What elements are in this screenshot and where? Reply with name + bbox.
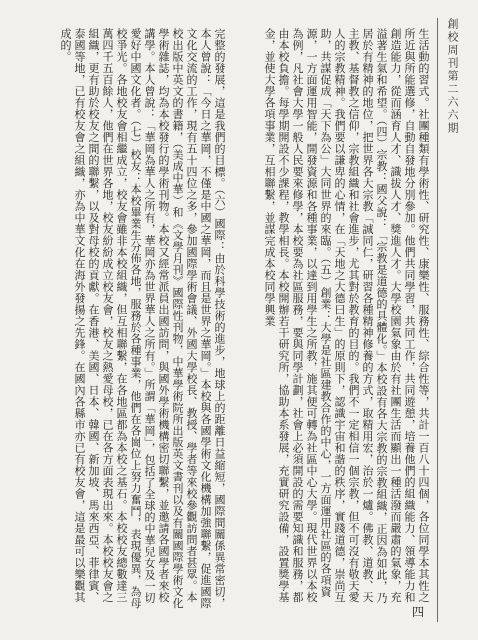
page-number: 四 — [411, 605, 424, 619]
page-header: 創校周刊第二六六期 — [446, 18, 459, 135]
text-column-right: 生活動的習式。社團種類有學術性、研究性、康樂性、服務性、綜合性等，共計一百八十四個，各位同學本其性之所近與所能選修，自動自發地分別參加。他們共同學習，共同工作，共同遊憩，培養他們的組織能力、領導能力和創造能力，從而涵育人才、識拔人才、獎進人才。大學校園氣象由於有社團生活而顯出一種活潑而嚴肅的氣象，充溢著生氣和希望。（四）宗教：國父說：「宗教是道德的具體化。」本校設有各大宗教的宗教組織，正因為如此，乃居於有精神的地位，把世界各大宗教「誠同仁，研習各種精神修養的方式，取精用宏，治於一爐。佛教、道教、天主教、基督教之信仰，宗教組織和社會進步，尤其對於教育的目的。我們不一定相信一個宗教，但不可沒有敬天愛人的宗教精神。我們要以謙卑的心情，在「天地之大德曰生」的原則下，認識宇宙和諧的秩序，實踐道德，崇尚互助，共謀促成「天下為公」大同世界的來臨。（五）創業：大學是社區建教合作的中心，一方面運用社區的各項資源，一方面運用智能，開發資源和各種事業，以達到用學生之所教，施其便可轉為社區中心大學。現代世界以本校為例，凡社會大學一般人民要來修學，本校要為社區服務，要與同學計劃，社會上必須開設的需要知識和服務，都由本校負擔。每學期開設不少課程，教學相長。本校開辦若干研究所，協助本系發展，充實研究設備，設置獎學基金，並使大學各項事業，互相聯繫，並謀完成本校同學興業 — [263, 28, 430, 604]
text-column-left: 完整的發展，這是我們的目標。（六）國際：由於科學技術的進步，地球上的距離日益縮短，國際間關係異常密切，本人曾說：「今日之華岡，不僅是中國之華岡，而且是世界之華岡。」本校與各國學術文化機構加強聯繫，促進國際文化交流的工作，現有五十四位之多，參加國際學術會議、外國大學校長、教授、學者等來校參觀訪問者甚眾。本校出版中英文的書籍，（美成中華）和《文學月刊》國際性刊物，中華學術院所出版英文書刊以及有關國際學術文化學術雜誌，均為本校發行的學術刊物。本校又經常派員出國訪問，與國外學術機構密切聯繫，並邀請各國學者來校講學。本人曾說：「華岡為華人之所有，華岡亦為世界華人之所有。」所謂「華岡」，包括了全球的中華兒女及一切愛好中國文化者。（七）校友：本校畢業生分佈各地，服務於各種事業，他們在各崗位上努力奮鬥，表現優異，為母校爭光。各地校友會相繼成立，校友會雖非本校組織，但互相聯繫，在各地區都為本校之基石。本校校友總數達三萬四千五百餘人，他們在世界各地，校友紛紛成立校友會，校友之熱愛母校，已在各方面表現出來。本校校友會之組織，更有助於校友之間的聯繫，以及對母校的貢獻。在香港、美國、日本、韓國、新加坡、馬來西亞、菲律賓、泰國等地，已有校友會之組織，亦為中華文化在海外發揚之先鋒。在國內各縣市亦已有校友會，這是最可以樂觀其成的。 — [59, 28, 226, 609]
header-divider — [437, 18, 438, 622]
